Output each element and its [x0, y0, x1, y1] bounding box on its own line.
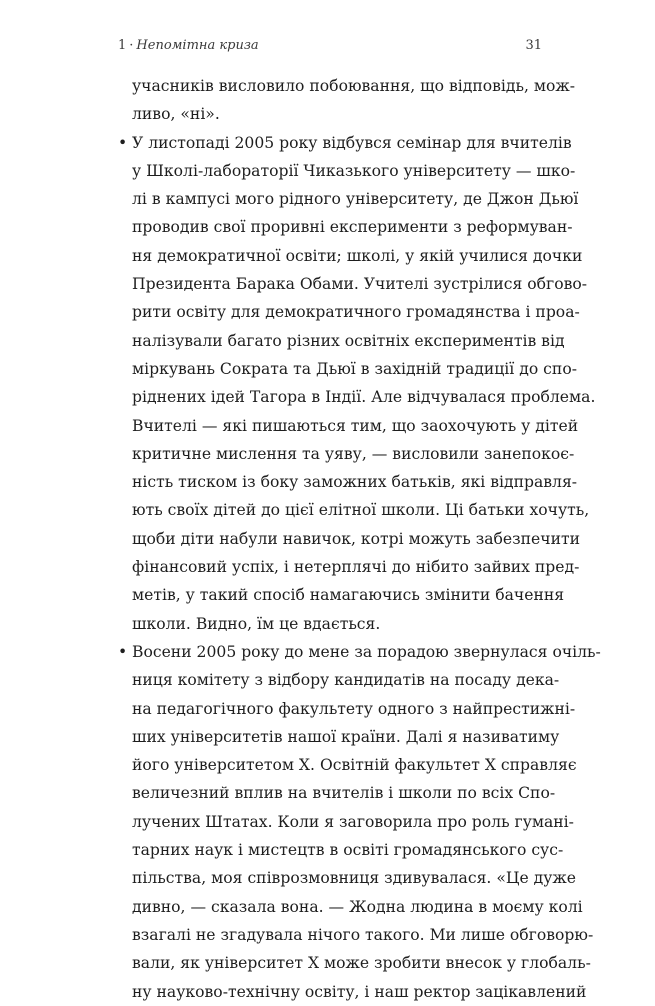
text-line: лучених Штатах. Коли я заговорила про роль гумані- — [132, 812, 574, 831]
text-line: пільства, моя співрозмовниця здивувалася. «Це дуже — [132, 869, 577, 888]
text-line: ну науково-технічну освіту, і наш ректор зацікавлений — [132, 982, 587, 1001]
text-line: ших університетів нашої країни. Далі я називатиму — [132, 727, 560, 746]
text-line-content: У листопаді 2005 року відбувся семінар для вчителів — [132, 133, 572, 152]
bullet-item-seminar — [118, 129, 596, 638]
text-line: у Школі-лабораторії Чиказького університету — шко- — [132, 161, 576, 180]
text-line: Президента Барака Обами. Учителі зустрілися обгово- — [132, 275, 588, 294]
text-line: міркувань Сократа та Дьюї в західній традиції до спо- — [132, 359, 577, 378]
text-line: Вчителі — які пишаються тим, що заохочують у дітей — [132, 416, 579, 435]
continued-paragraph — [118, 72, 576, 129]
header-separator: · — [129, 38, 134, 53]
text-line-content: Восени 2005 року до мене за порадою звернулася очіль- — [132, 642, 601, 661]
bullet-marker: • — [118, 642, 128, 661]
text-line: ність тиском із боку заможних батьків, які відправля- — [132, 473, 578, 492]
text-line: дивно, — сказала вона. — Жодна людина в моєму колі — [132, 897, 583, 916]
text-line: метів, у такий спосіб намагаючись змінити бачення — [132, 586, 565, 605]
text-line: вали, як університет X може зробити внесок у глобаль- — [132, 954, 591, 973]
text-line: лі в кампусі мого рідного університету, де Джон Дьюї — [132, 190, 579, 209]
text-line: ливо, «ні». — [132, 105, 220, 124]
text-line: його університетом X. Освітній факультет X справляє — [132, 756, 577, 775]
running-header-left — [118, 38, 259, 53]
chapter-title: Непомітна криза — [136, 38, 259, 53]
text-line — [118, 638, 601, 666]
text-line: фінансовий успіх, і нетерплячі до нібито зайвих пред- — [132, 558, 580, 577]
text-line: учасників висловило побоювання, що відповідь, мож- — [132, 77, 576, 95]
running-header — [118, 38, 542, 60]
text-line: ють своїх дітей до цієї елітної школи. Ці батьки хочуть, — [132, 501, 590, 520]
text-line: ня демократичної освіти; школі, у якій училися дочки — [132, 246, 583, 265]
text-line: налізували багато різних освітніх експериментів від — [132, 331, 565, 350]
bullet-marker: • — [118, 133, 128, 152]
text-line: проводив свої проривні експерименти з реформуван- — [132, 218, 573, 237]
text-line: ниця комітету з відбору кандидатів на посаду дека- — [132, 671, 560, 690]
text-line: рити освіту для демократичного громадянства і проа- — [132, 303, 580, 322]
text-line: тарних наук і мистецтв в освіті громадянського сус- — [132, 841, 564, 860]
text-line: взагалі не згадувала нічого такого. Ми лише обговорю- — [132, 925, 594, 944]
text-line: на педагогічного факультету одного з найпрестижні- — [132, 699, 576, 718]
text-line: величезний вплив на вчителів і школи по всіх Спо- — [132, 784, 556, 803]
text-line: ріднених ідей Тагора в Індії. Але відчувалася проблема. — [132, 388, 596, 407]
chapter-number: 1 — [118, 38, 127, 53]
text-line: щоби діти набули навичок, котрі можуть забезпечити — [132, 529, 580, 548]
text-line: критичне мислення та уяву, — висловили занепокоє- — [132, 444, 575, 463]
text-line — [118, 129, 572, 157]
text-line: школи. Видно, їм це вдається. — [132, 614, 381, 633]
page-number: 31 — [525, 38, 542, 53]
page-body — [118, 72, 601, 1006]
bullet-item-dean-search — [118, 638, 601, 1006]
